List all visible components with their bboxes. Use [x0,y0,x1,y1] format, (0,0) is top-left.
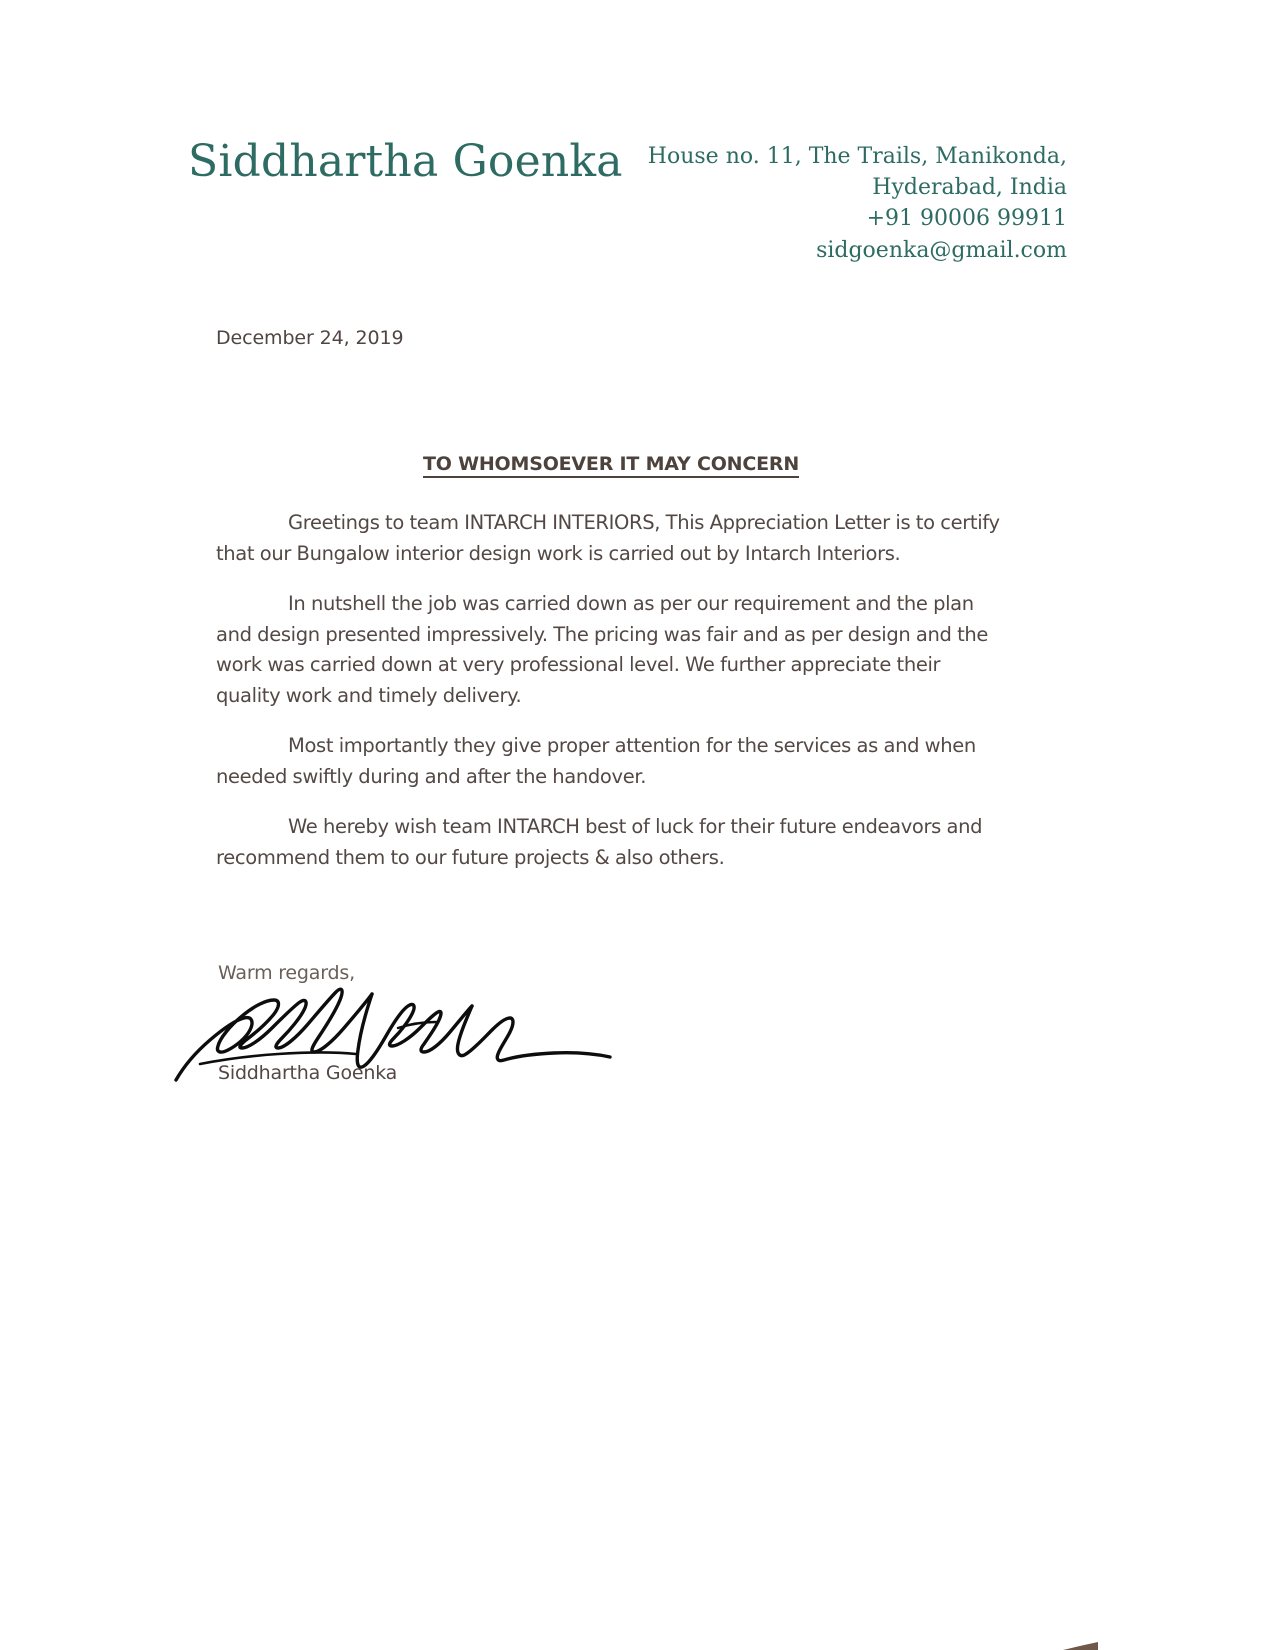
letterhead [0,0,1275,280]
letterhead-contact-block [587,141,1067,266]
letter-paragraph: Most importantly they give proper attention for the services as and when needed swiftly during and after the handover. [216,734,976,788]
contact-address-line2: Hyderabad, India [872,175,1067,201]
signer-name: Siddhartha Goenka [218,1062,398,1084]
letterhead-name: Siddhartha Goenka [188,136,623,187]
letter-date: December 24, 2019 [216,327,404,349]
letter-paragraphs [216,508,1006,893]
letter-paragraph: Greetings to team INTARCH INTERIORS, This Appreciation Letter is to certify that our Bungalow interior design work is carried out by Intarch Interiors. [216,511,1000,565]
contact-address-line1: House no. 11, The Trails, Manikonda, [647,144,1067,169]
letter-heading-text: TO WHOMSOEVER IT MAY CONCERN [423,453,799,478]
letter-paragraph: In nutshell the job was carried down as per our requirement and the plan and design presented impressively. The pricing was fair and as per design and the work was carried down at very professional level. We further appreciate their quality work and timely delivery. [216,592,989,707]
footer-wave-decoration [0,1450,1275,1650]
letter-heading [216,453,1006,475]
closing-salutation: Warm regards, [218,962,355,984]
contact-email: sidgoenka@gmail.com [816,237,1067,263]
letter-paragraph: We hereby wish team INTARCH best of luck for their future endeavors and recommend them to our future projects & also others. [216,815,983,869]
signature-block [216,962,816,1092]
contact-phone: +91 90006 99911 [866,206,1067,232]
